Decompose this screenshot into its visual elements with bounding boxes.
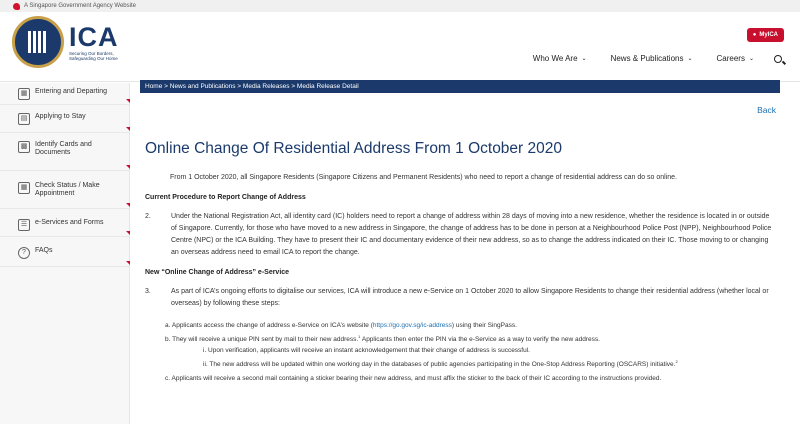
- sidebar-item-check-status[interactable]: [0, 171, 129, 209]
- chevron-down-icon: ⌄: [687, 56, 693, 62]
- sidebar-item-label: Applying to Stay: [35, 113, 86, 120]
- step-c: c. Applicants will receive a second mail containing a sticker bearing their new address, and must affix the sticker to the back of their IC according to the instructions provided.: [165, 375, 662, 383]
- sidebar-item-label: e-Services and Forms: [35, 219, 104, 226]
- paragraph-2: [145, 211, 777, 259]
- forms-icon: ☰: [18, 219, 30, 231]
- search-icon[interactable]: [774, 55, 782, 63]
- question-icon: ?: [18, 247, 30, 259]
- nav-label: News & Publications: [610, 54, 684, 63]
- sidebar-item-label: FAQs: [35, 247, 53, 254]
- paragraph-number: 2.: [145, 213, 151, 220]
- step-b-i: i. Upon verification, applicants will receive an instant acknowledgement that their change of address is successful.: [203, 347, 530, 355]
- paragraph-number: 3.: [145, 288, 151, 295]
- corner-marker: [126, 231, 130, 235]
- step-text: ii. The new address will be updated within one working day in the databases of public agencies participating in the One-Stop Address Reporting (OSCARS) initiative.: [203, 361, 676, 369]
- paragraph-text: Under the National Registration Act, all identity card (IC) holders need to report a change of address within 28 days of moving into a new residence, whether the residence is located in or outside of Singapore. Currently, for those who have moved to a new address in Singapore, the change of address has to be done in person at a Neighbourhood Police Post (NPP), Neighbourhood Police Centre (NPC) or the ICA Building. They have to present their IC and documentary evidence of their new address, so as to change the address indicated on their IC. Those moving to or changing an overseas address need to email ICA to report the change.: [171, 213, 772, 256]
- corner-marker: [126, 99, 130, 103]
- sidebar-item-applying-to-stay[interactable]: [0, 105, 129, 133]
- calendar-icon: ▦: [18, 182, 30, 194]
- sidebar: [0, 83, 130, 424]
- user-icon: ●: [752, 32, 757, 38]
- step-b: [145, 331, 777, 345]
- paragraph-text: As part of ICA’s ongoing efforts to digitalise our services, ICA will introduce a new e-Service on 1 October 2020 to allow Singapore Residents to change their residential address (whether local or overseas) by following these steps:: [171, 288, 769, 307]
- document-icon: ▤: [18, 113, 30, 125]
- sidebar-item-identity-cards[interactable]: [0, 133, 129, 171]
- myica-button[interactable]: [747, 28, 784, 42]
- nav-careers[interactable]: [717, 54, 754, 63]
- sidebar-item-label: Entering and Departing: [35, 88, 107, 95]
- logo-tagline-2: Safeguarding Our Home: [69, 56, 118, 61]
- step-text: b. They will receive a unique PIN sent by mail to their new address.: [165, 336, 359, 344]
- page-title: Online Change Of Residential Address From 1 October 2020: [145, 140, 563, 157]
- nav-label: Careers: [716, 54, 745, 63]
- section-heading-new-eservice: New “Online Change of Address” e-Service: [145, 269, 290, 276]
- logo-tagline-1: Securing Our Borders,: [69, 51, 114, 56]
- government-banner-text: A Singapore Government Agency Website: [24, 3, 136, 9]
- back-link[interactable]: Back: [757, 105, 776, 115]
- paragraph-3: [145, 286, 777, 310]
- passport-icon: ▦: [18, 88, 30, 100]
- intro-paragraph: From 1 October 2020, all Singapore Residents (Singapore Citizens and Permanent Residents) who need to report a change of residential address can do so online.: [170, 174, 678, 181]
- breadcrumb[interactable]: Home > News and Publications > Media Releases > Media Release Detail: [140, 80, 780, 93]
- myica-label: MyICA: [759, 32, 778, 38]
- government-banner: [0, 0, 800, 12]
- step-b-ii: [145, 356, 777, 370]
- site-header: [0, 12, 800, 82]
- corner-marker: [126, 127, 130, 131]
- nav-news-publications[interactable]: [611, 54, 693, 63]
- main-nav: [509, 54, 782, 63]
- step-a: [145, 320, 777, 331]
- ica-crest-icon: [12, 16, 64, 68]
- ica-logo[interactable]: [12, 16, 119, 68]
- sidebar-item-eservices-forms[interactable]: [0, 209, 129, 237]
- chevron-down-icon: ⌄: [748, 56, 754, 62]
- step-text: Applicants then enter the PIN via the e-Service as a way to verify the new address.: [360, 336, 600, 344]
- footnote-ref[interactable]: 1: [358, 334, 361, 339]
- sidebar-item-faqs[interactable]: [0, 237, 129, 267]
- sidebar-item-entering-departing[interactable]: [0, 83, 129, 105]
- chevron-down-icon: ⌄: [581, 56, 587, 62]
- step-text: a. Applicants access the change of address e-Service on ICA’s website (: [165, 322, 373, 329]
- eservice-link[interactable]: https://go.gov.sg/ic-address: [372, 322, 452, 329]
- lion-head-icon: [13, 3, 20, 10]
- footnote-ref[interactable]: 2: [675, 359, 678, 365]
- id-card-icon: ▩: [18, 141, 30, 153]
- nav-label: Who We Are: [532, 54, 578, 63]
- corner-marker: [126, 203, 130, 207]
- logo-name: ICA: [69, 22, 119, 52]
- sidebar-item-label: Check Status / Make Appointment: [35, 182, 100, 197]
- sidebar-item-label: Identify Cards and Documents: [35, 141, 92, 156]
- corner-marker: [126, 165, 130, 169]
- nav-who-we-are[interactable]: [533, 54, 587, 63]
- corner-marker: [126, 261, 130, 265]
- step-text: ) using their SingPass.: [451, 322, 517, 329]
- article: [145, 140, 777, 384]
- section-heading-current-procedure: Current Procedure to Report Change of Address: [145, 194, 306, 201]
